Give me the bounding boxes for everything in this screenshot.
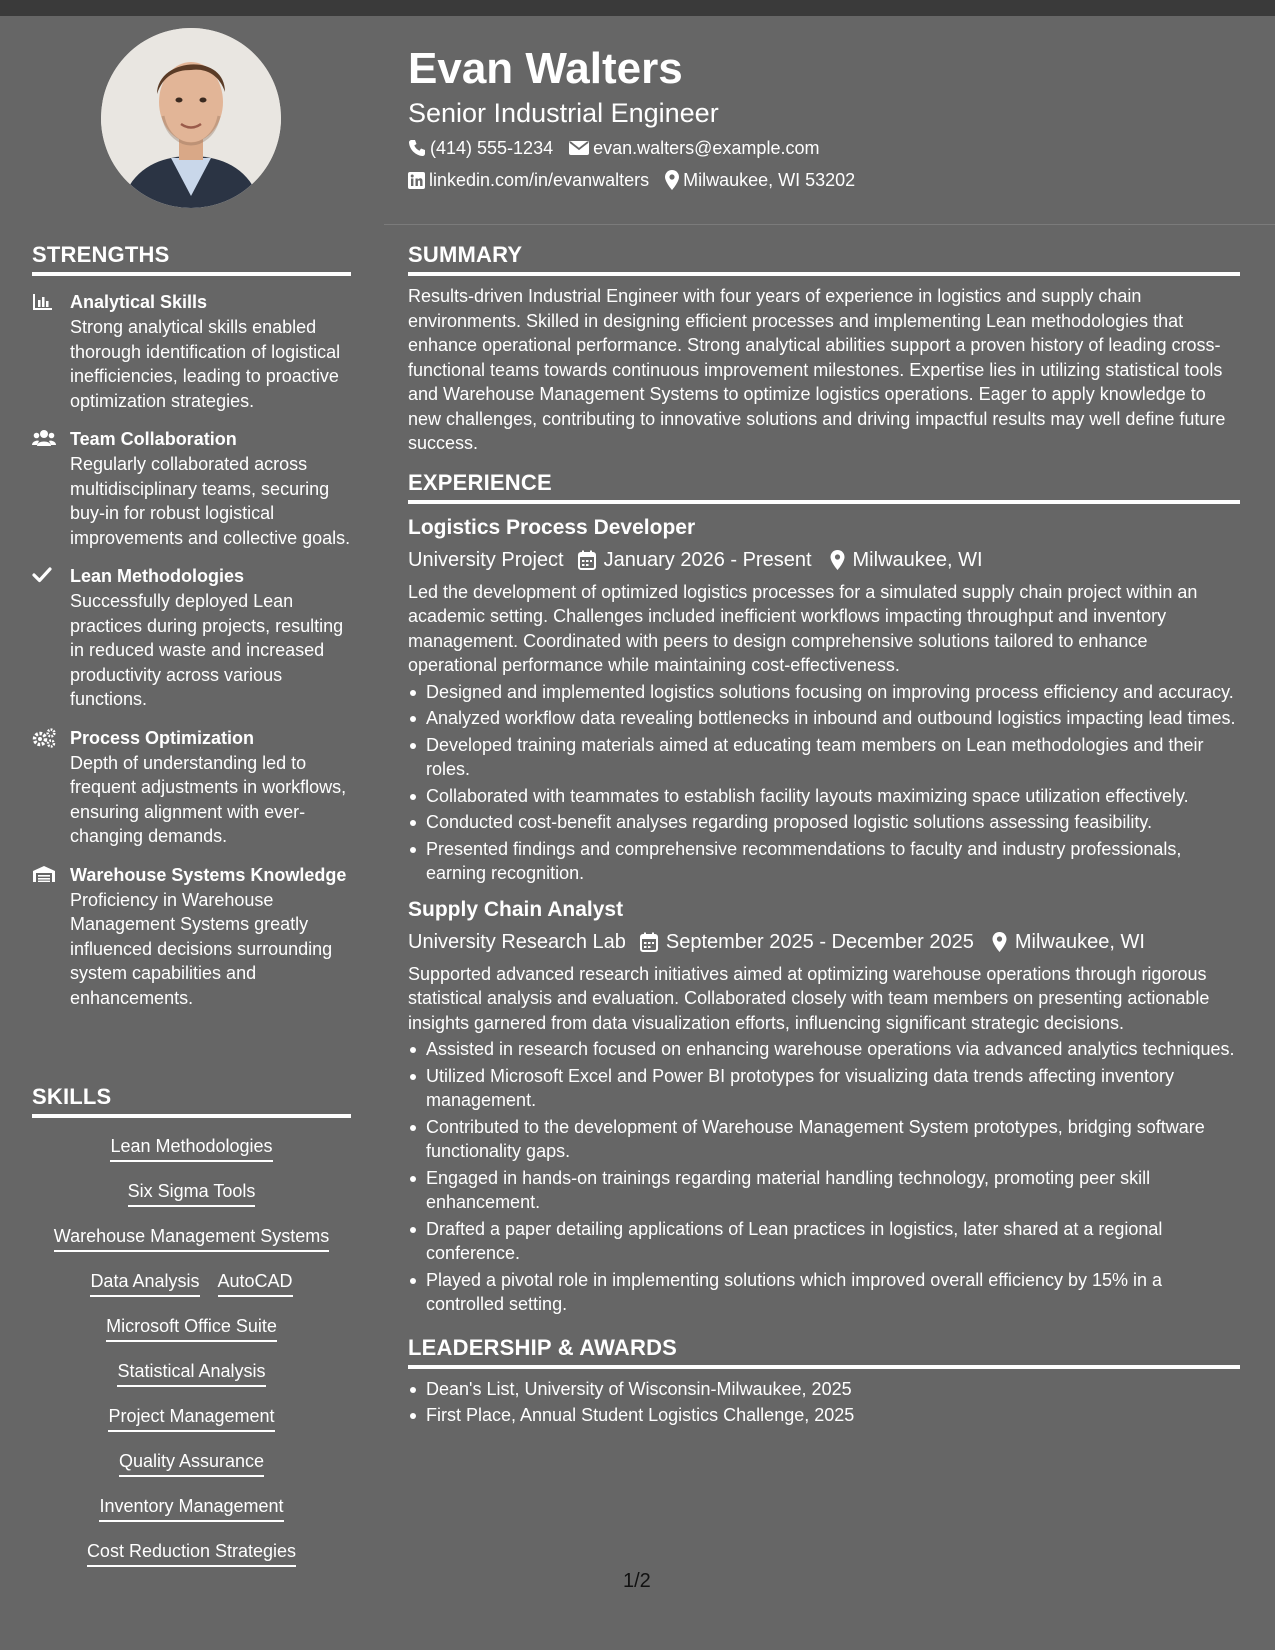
strength-item xyxy=(32,564,351,712)
contact-row xyxy=(408,136,1248,160)
calendar-icon xyxy=(640,932,658,952)
job-bullet: Conducted cost-benefit analyses regarding proposed logistic solutions assessing feasibility. xyxy=(408,810,1240,835)
profile-photo xyxy=(101,28,281,208)
strength-text: Strong analytical skills enabled thorough identification of logistical inefficiencies, leading to proactive optimization strategies. xyxy=(70,317,341,411)
award-item: First Place, Annual Student Logistics Challenge, 2025 xyxy=(408,1403,1240,1428)
job-bullet: Played a pivotal role in implementing solutions which improved overall efficiency by 15% in a controlled setting. xyxy=(408,1268,1240,1317)
linkedin-icon xyxy=(408,172,425,189)
job-bullet: Assisted in research focused on enhancing warehouse operations via advanced analytics techniques. xyxy=(408,1037,1240,1062)
job-bullets xyxy=(408,1037,1240,1317)
strength-item xyxy=(32,427,351,550)
gears-icon xyxy=(32,726,70,849)
warehouse-icon xyxy=(32,863,70,1011)
strength-title: Warehouse Systems Knowledge xyxy=(70,864,347,885)
skill-tag: Cost Reduction Strategies xyxy=(87,1539,296,1567)
resume-header xyxy=(408,44,1248,192)
check-icon xyxy=(32,564,70,712)
job-entry xyxy=(408,896,1240,1317)
job-dates: January 2026 - Present xyxy=(603,548,812,571)
linkedin-text[interactable]: linkedin.com/in/evanwalters xyxy=(429,170,650,190)
job-location: Milwaukee, WI xyxy=(852,548,983,571)
candidate-title: Senior Industrial Engineer xyxy=(408,98,719,128)
skill-tag: Microsoft Office Suite xyxy=(106,1314,277,1342)
header-divider xyxy=(384,224,1275,225)
summary-text: Results-driven Industrial Engineer with four years of experience in logistics and supply chain environments. Skilled in designing efficient processes and implementing Lean methodologies that enhance operational performance. Strong analytical abilities support a proven history of leading cross-functional teams towards continuous improvement milestones. Expertise lies in utilizing statistical tools and Warehouse Management Systems to optimize logistics operations. Eager to apply knowledge to new challenges, contributing to innovative solutions and driving impactful results may well define future success. xyxy=(408,286,1226,453)
job-bullet: Drafted a paper detailing applications of Lean practices in logistics, later shared at a regional conference. xyxy=(408,1217,1240,1266)
avatar xyxy=(101,28,281,208)
email-text[interactable]: evan.walters@example.com xyxy=(593,138,820,158)
strength-item xyxy=(32,290,351,413)
job-description: Supported advanced research initiatives aimed at optimizing warehouse operations through rigorous statistical analysis and evaluation. Collaborated closely with team members on presenting actionable insights garnered from data visualization efforts, influencing significant strategic decisions. xyxy=(408,963,1210,1033)
skills-heading: SKILLS xyxy=(32,1084,351,1118)
strength-text: Regularly collaborated across multidisciplinary teams, securing buy-in for robust logistical improvements and collective goals. xyxy=(70,454,351,548)
job-entry xyxy=(408,514,1240,886)
phone-icon xyxy=(408,139,426,157)
map-pin-icon xyxy=(830,550,845,570)
strength-text: Depth of understanding led to frequent adjustments in workflows, ensuring alignment with ever-changing demands. xyxy=(70,752,347,846)
job-company: University Project xyxy=(408,548,564,571)
strength-text: Successfully deployed Lean practices during projects, resulting in reduced waste and increased productivity across various functions. xyxy=(70,591,344,709)
job-bullet: Utilized Microsoft Excel and Power BI prototypes for visualizing data trends affecting inventory management. xyxy=(408,1064,1240,1113)
summary-heading: SUMMARY xyxy=(408,242,1240,276)
job-bullet: Collaborated with teammates to establish facility layouts maximizing space utilization effectively. xyxy=(408,784,1240,809)
strength-item xyxy=(32,863,351,1011)
main-content xyxy=(408,242,1240,1428)
job-meta xyxy=(408,546,1240,574)
job-company: University Research Lab xyxy=(408,930,626,953)
strengths-section xyxy=(32,242,351,1010)
skill-tag: Lean Methodologies xyxy=(110,1134,272,1162)
page-number: 1/2 xyxy=(623,1570,651,1592)
job-dates: September 2025 - December 2025 xyxy=(665,930,974,953)
skills-section xyxy=(32,1084,351,1584)
skill-tag: Project Management xyxy=(108,1404,274,1432)
job-bullets xyxy=(408,680,1240,886)
bar-chart-icon xyxy=(32,290,70,413)
strengths-heading: STRENGTHS xyxy=(32,242,351,276)
job-bullet: Engaged in hands-on trainings regarding material handling technology, promoting peer skill enhancement. xyxy=(408,1166,1240,1215)
map-pin-icon xyxy=(665,170,679,190)
skills-list xyxy=(32,1134,351,1584)
skill-tag: Data Analysis xyxy=(90,1269,199,1297)
skill-tag: AutoCAD xyxy=(218,1269,293,1297)
candidate-name: Evan Walters xyxy=(408,44,683,93)
strength-title: Lean Methodologies xyxy=(70,566,245,586)
awards-heading: LEADERSHIP & AWARDS xyxy=(408,1335,1240,1369)
calendar-icon xyxy=(578,550,596,570)
experience-heading: EXPERIENCE xyxy=(408,470,1240,504)
job-bullet: Designed and implemented logistics solutions focusing on improving process efficiency and accuracy. xyxy=(408,680,1240,705)
strength-title: Analytical Skills xyxy=(70,292,208,312)
sidebar xyxy=(0,16,384,1650)
email-contact[interactable] xyxy=(569,136,819,160)
contact-row xyxy=(408,168,1248,192)
job-meta xyxy=(408,928,1240,956)
top-bar xyxy=(0,0,1275,16)
job-location: Milwaukee, WI xyxy=(1014,930,1145,953)
location-text: Milwaukee, WI 53202 xyxy=(683,170,856,190)
envelope-icon xyxy=(569,140,589,156)
skill-tag: Quality Assurance xyxy=(119,1449,264,1477)
skill-tag: Warehouse Management Systems xyxy=(54,1224,329,1252)
summary-section xyxy=(408,242,1240,456)
job-bullet: Analyzed workflow data revealing bottlenecks in inbound and outbound logistics impacting lead times. xyxy=(408,706,1240,731)
job-bullet: Presented findings and comprehensive recommendations to faculty and industry professionals, earning recognition. xyxy=(408,837,1240,886)
experience-section xyxy=(408,470,1240,1317)
map-pin-icon xyxy=(992,932,1007,952)
linkedin-contact[interactable] xyxy=(408,168,649,192)
phone-text: (414) 555-1234 xyxy=(430,138,554,158)
phone-contact xyxy=(408,136,553,160)
strength-title: Team Collaboration xyxy=(70,429,237,449)
job-description: Led the development of optimized logistics processes for a simulated supply chain project within an academic setting. Challenges included inefficient workflows impacting throughput and inventory management. Coordinated with peers to design comprehensive solutions tailored to enhance operational performance while maintaining cost-effectiveness. xyxy=(408,581,1198,675)
strength-item xyxy=(32,726,351,849)
skill-tag: Six Sigma Tools xyxy=(128,1179,256,1207)
users-icon xyxy=(32,427,70,550)
job-bullet: Contributed to the development of Warehouse Management System prototypes, bridging software functionality gaps. xyxy=(408,1115,1240,1164)
awards-list xyxy=(408,1377,1240,1428)
location-contact xyxy=(665,168,855,192)
skill-tag: Inventory Management xyxy=(99,1494,283,1522)
strength-text: Proficiency in Warehouse Management Systems greatly influenced decisions surrounding system capabilities and enhancements. xyxy=(70,889,333,1008)
awards-section xyxy=(408,1335,1240,1428)
skill-tag: Statistical Analysis xyxy=(117,1359,265,1387)
job-title: Supply Chain Analyst xyxy=(408,897,624,921)
main-column xyxy=(384,16,1275,1650)
strength-title: Process Optimization xyxy=(70,727,255,748)
job-title: Logistics Process Developer xyxy=(408,515,696,539)
award-item: Dean's List, University of Wisconsin-Milwaukee, 2025 xyxy=(408,1377,1240,1402)
job-bullet: Developed training materials aimed at educating team members on Lean methodologies and their roles. xyxy=(408,733,1240,782)
